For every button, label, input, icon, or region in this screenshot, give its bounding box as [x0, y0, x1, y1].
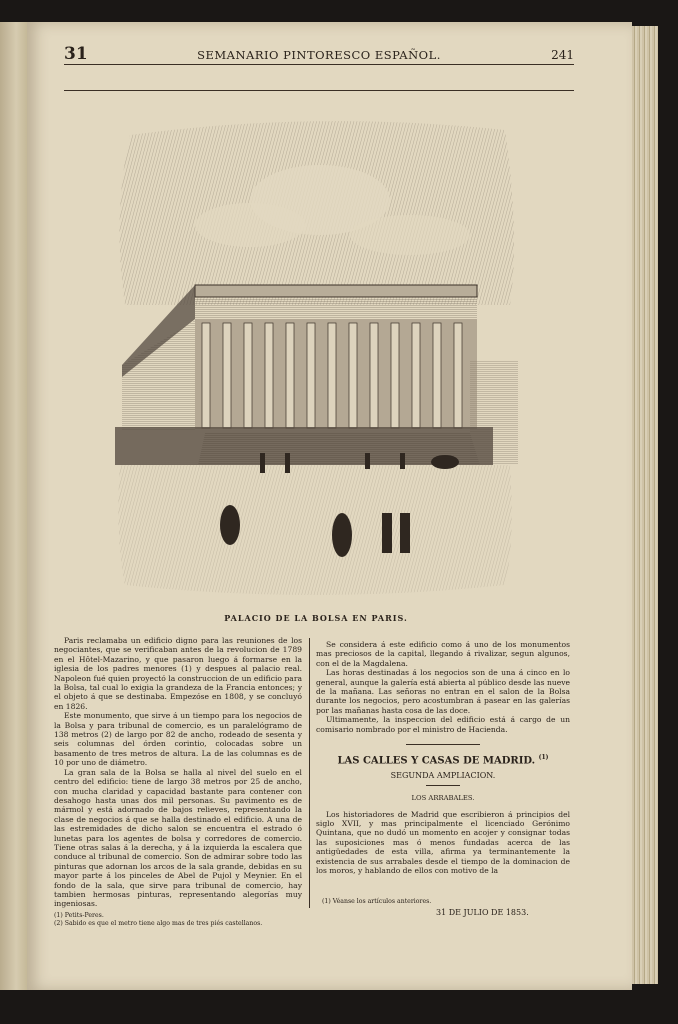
- footnote: (1) Petits-Peres.: [54, 911, 104, 919]
- paragraph: Paris reclamaba un edificio digno para las reuniones de los negociantes, que se verificaban antes de la revolucion de 1789 en el Hôtel-Mazarino, y que pasaron luego á formarse en la iglesia de los padres menores (1) y despues al palacio real. Napoleon fué quien proyectó la construccion de un edificio para la Bolsa, tal cual lo exigia la grandeza de la Francia entonces; y el objeto á que se destinaba. Empezóse en 1808, y se concluyó en 1826.: [54, 636, 302, 711]
- paragraph: La gran sala de la Bolsa se halla al nivel del suelo en el centro del edificio: tiene de largo 38 metros por 25 de ancho, con mucha claridad y capacidad bastante para contener con desahogo hasta unas dos mil personas. Su pavimento es de mármol y está adornado de bajos relieves, representando la clase de negocios á que se halla destinado el edificio. A una de las estremidades de dicho salon se encuentra el estrado ó lunetas para los agentes de bolsa y corredores de comercio. Tiene otras salas á la derecha, y á la izquierda la escalera que conduce al tribunal de comercio. Son de admirar sobre todo las pinturas que adornan los arcos de la sala grande, debidas en su mayor parte á los pinceles de Abel de Pujol y Meynier. En el fondo de la sala, que sirve para tribunal de comercio, hay tambien hermosas pinturas, representando alegorías muy ingeniosas.: [54, 767, 302, 909]
- palace-roof: [195, 285, 477, 297]
- paragraph: Se considera á este edificio como á uno de los monumentos mas preciosos de la capital, llegando á rivalizar, segun algunos, con el de la Magdalena.: [316, 640, 570, 668]
- header-rule-top: [64, 64, 574, 65]
- page-number-left: 31: [64, 44, 88, 64]
- page-stack-edges: [632, 26, 658, 984]
- section-title-text: LAS CALLES Y CASAS DE MADRID.: [337, 755, 536, 767]
- header-rule-bottom: [64, 90, 574, 91]
- section-subsubtitle: LOS ARRABALES.: [411, 794, 475, 803]
- column-divider: [309, 638, 310, 908]
- cloud: [195, 203, 305, 247]
- palace-entablature: [195, 297, 477, 319]
- subtitle-rule: [426, 785, 460, 786]
- section-rule: [406, 744, 480, 745]
- page-number-right: 241: [551, 48, 574, 62]
- paragraph: Este monumento, que sirve á un tiempo para los negocios de la Bolsa y para tribunal de comercio, es un paralelógramo de 138 metros (2) de largo por 82 de ancho, rodeado de sesenta y seis columnas del órden corintio, colocadas sobre un basamento de tres metros de altura. La de las columnas es de 10 por uno de diámetro.: [54, 711, 302, 768]
- illustration-caption: PALACIO DE LA BOLSA EN PARIS.: [224, 613, 408, 623]
- paragraph: Los historiadores de Madrid que escribieron á principios del siglo XVII, y mas principalmente el licenciado Gerónimo Quintana, que no dudó un momento en acojer y consignar todas las suposiciones mas ó menos fundadas acerca de las antigüedades de esta villa, afirma ya terminantemente la existencia de sus arrabales desde el tiempo de la dominacion de los moros, y hablando de ellos con motivo de la: [316, 809, 570, 876]
- section-note-marker: (1): [538, 754, 549, 762]
- cloud: [350, 215, 470, 255]
- section-title: [316, 753, 570, 766]
- engraving-bolsa-paris: [110, 115, 522, 605]
- section-subtitle: SEGUNDA AMPLIACION.: [390, 770, 496, 780]
- footnote-right: (1) Véanse los artículos anteriores.: [322, 898, 432, 905]
- issue-date: 31 DE JULIO DE 1853.: [436, 908, 529, 917]
- publication-title: SEMANARIO PINTORESCO ESPAÑOL.: [197, 48, 441, 62]
- left-column: [54, 636, 302, 928]
- right-column: [316, 640, 570, 875]
- footnote: (2) Sabido es que el metro tiene algo mas de tres piés castellanos.: [54, 919, 263, 927]
- previous-page-edge: [0, 22, 27, 990]
- paragraph: Ultimamente, la inspeccion del edificio está á cargo de un comisario nombrado por el ministro de Hacienda.: [316, 715, 570, 734]
- paragraph: Las horas destinadas á los negocios son de una á cinco en lo general, aunque la galería está abierta al público desde las nueve de la mañana. Las señoras no entran en el salon de la Bolsa durante los negocios, pero acostumbran á pasear en las galerías por las mañanas hasta cosa de las doce.: [316, 668, 570, 715]
- square-ground: [118, 465, 511, 595]
